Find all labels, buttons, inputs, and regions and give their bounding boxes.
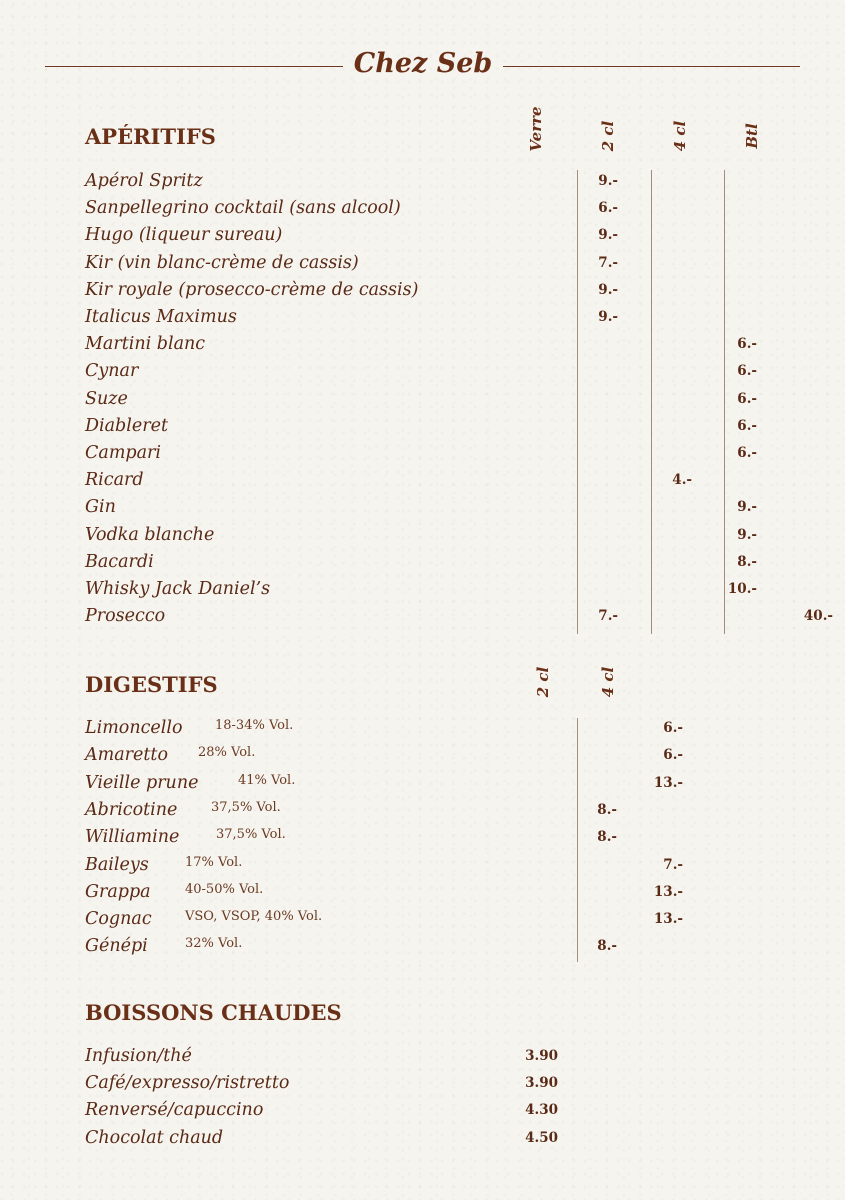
item-volume: 41% Vol.	[238, 772, 296, 788]
item-name: Vieille prune	[85, 772, 199, 793]
item-volume: VSO, VSOP, 40% Vol.	[185, 909, 323, 925]
price: 3.90	[525, 1075, 558, 1092]
price: 4.30	[525, 1102, 558, 1119]
price-verre: 6.-	[598, 200, 618, 217]
item-volume: 37,5% Vol.	[216, 827, 286, 843]
price-btl: 40.-	[803, 608, 833, 625]
list-item	[85, 1097, 785, 1124]
item-name: Ricard	[85, 470, 144, 491]
section-title-digestifs: DIGESTIFS	[85, 672, 218, 697]
price-verre: 7.-	[598, 608, 618, 625]
list-item	[85, 168, 785, 195]
list-item	[85, 1070, 785, 1097]
item-volume: 40-50% Vol.	[185, 881, 264, 897]
price-2cl: 4.-	[672, 472, 692, 489]
section-title-aperitifs: APÉRITIFS	[85, 124, 216, 149]
price-2cl: 8.-	[597, 829, 617, 846]
list-item	[85, 386, 785, 413]
item-name: Campari	[85, 443, 162, 463]
price-verre: 9.-	[598, 227, 618, 244]
list-item	[85, 715, 785, 742]
item-name: Suze	[85, 388, 128, 409]
item-name: Apérol Spritz	[85, 171, 203, 191]
price-4cl: 6.-	[663, 747, 683, 764]
list-item	[85, 277, 785, 304]
list-item	[85, 549, 785, 576]
price-4cl: 6.-	[737, 417, 757, 434]
price-4cl: 6.-	[737, 336, 757, 353]
list-item	[85, 358, 785, 385]
list-item	[85, 797, 785, 824]
list-item	[85, 770, 785, 797]
list-item	[85, 467, 785, 494]
price-4cl: 9.-	[737, 526, 757, 543]
list-item	[85, 413, 785, 440]
item-name: Diableret	[85, 415, 168, 436]
price-4cl: 6.-	[663, 720, 683, 736]
item-name: Café/expresso/ristretto	[85, 1073, 290, 1094]
item-name: Kir (vin blanc-crème de cassis)	[85, 252, 359, 273]
list-item	[85, 879, 785, 906]
item-volume: 28% Vol.	[198, 745, 256, 761]
item-name: Cynar	[85, 361, 139, 382]
item-name: Limoncello	[85, 718, 183, 738]
item-name: Chocolat chaud	[85, 1127, 224, 1148]
list-item	[85, 522, 785, 549]
item-name: Vodka blanche	[85, 524, 215, 545]
item-name: Sanpellegrino cocktail (sans alcool)	[85, 198, 401, 219]
price-4cl: 6.-	[737, 445, 757, 461]
list-item	[85, 1125, 785, 1152]
item-name: Amaretto	[85, 745, 168, 766]
price-4cl: 8.-	[737, 553, 757, 570]
list-item	[85, 906, 785, 933]
item-name: Baileys	[85, 854, 149, 875]
list-item	[85, 331, 785, 358]
header	[45, 44, 800, 88]
item-name: Martini blanc	[85, 334, 206, 355]
item-volume: 17% Vol.	[185, 854, 243, 870]
list-item	[85, 824, 785, 851]
price-2cl: 8.-	[597, 938, 617, 955]
price-verre: 9.-	[598, 281, 618, 298]
list-item	[85, 933, 785, 960]
price-verre: 9.-	[598, 309, 618, 325]
list-item	[85, 304, 785, 331]
header-divider-right	[503, 66, 800, 67]
item-name: Gin	[85, 497, 116, 518]
item-name: Infusion/thé	[85, 1046, 192, 1066]
item-name: Kir royale (prosecco-crème de cassis)	[85, 279, 419, 300]
item-name: Prosecco	[85, 606, 166, 627]
item-name: Renversé/capuccino	[85, 1100, 264, 1121]
item-name: Cognac	[85, 909, 152, 930]
price-verre: 7.-	[598, 254, 618, 271]
price-verre: 9.-	[598, 173, 618, 189]
price-4cl: 6.-	[737, 363, 757, 380]
list-item	[85, 195, 785, 222]
item-name: Italicus Maximus	[85, 307, 237, 327]
list-item	[85, 1043, 785, 1070]
item-volume: 37,5% Vol.	[211, 799, 281, 815]
price-4cl: 13.-	[653, 911, 683, 928]
price: 4.50	[525, 1129, 558, 1146]
price-4cl: 13.-	[653, 774, 683, 791]
list-item	[85, 576, 785, 603]
list-item	[85, 852, 785, 879]
item-name: Bacardi	[85, 551, 154, 572]
item-name: Hugo (liqueur sureau)	[85, 225, 283, 246]
price-4cl: 7.-	[663, 856, 683, 873]
item-name: Abricotine	[85, 799, 178, 820]
list-item	[85, 440, 785, 467]
price-4cl: 13.-	[653, 883, 683, 900]
item-name: Williamine	[85, 827, 180, 848]
section-title-boissons-chaudes: BOISSONS CHAUDES	[85, 1000, 342, 1025]
item-name: Génépi	[85, 936, 148, 957]
list-item	[85, 494, 785, 521]
price-4cl: 6.-	[737, 390, 757, 407]
list-item	[85, 603, 833, 630]
price: 3.90	[525, 1048, 558, 1064]
price-4cl: 10.-	[727, 581, 757, 597]
brand-title: Chez Seb	[353, 48, 493, 79]
price-4cl: 9.-	[737, 499, 757, 516]
list-item	[85, 742, 785, 769]
item-volume: 32% Vol.	[185, 936, 243, 952]
price-2cl: 8.-	[597, 801, 617, 818]
item-name: Grappa	[85, 881, 151, 902]
list-item	[85, 222, 785, 249]
item-volume: 18-34% Vol.	[215, 718, 294, 733]
header-divider-left	[45, 66, 343, 67]
list-item	[85, 250, 785, 277]
item-name: Whisky Jack Daniel’s	[85, 579, 271, 599]
